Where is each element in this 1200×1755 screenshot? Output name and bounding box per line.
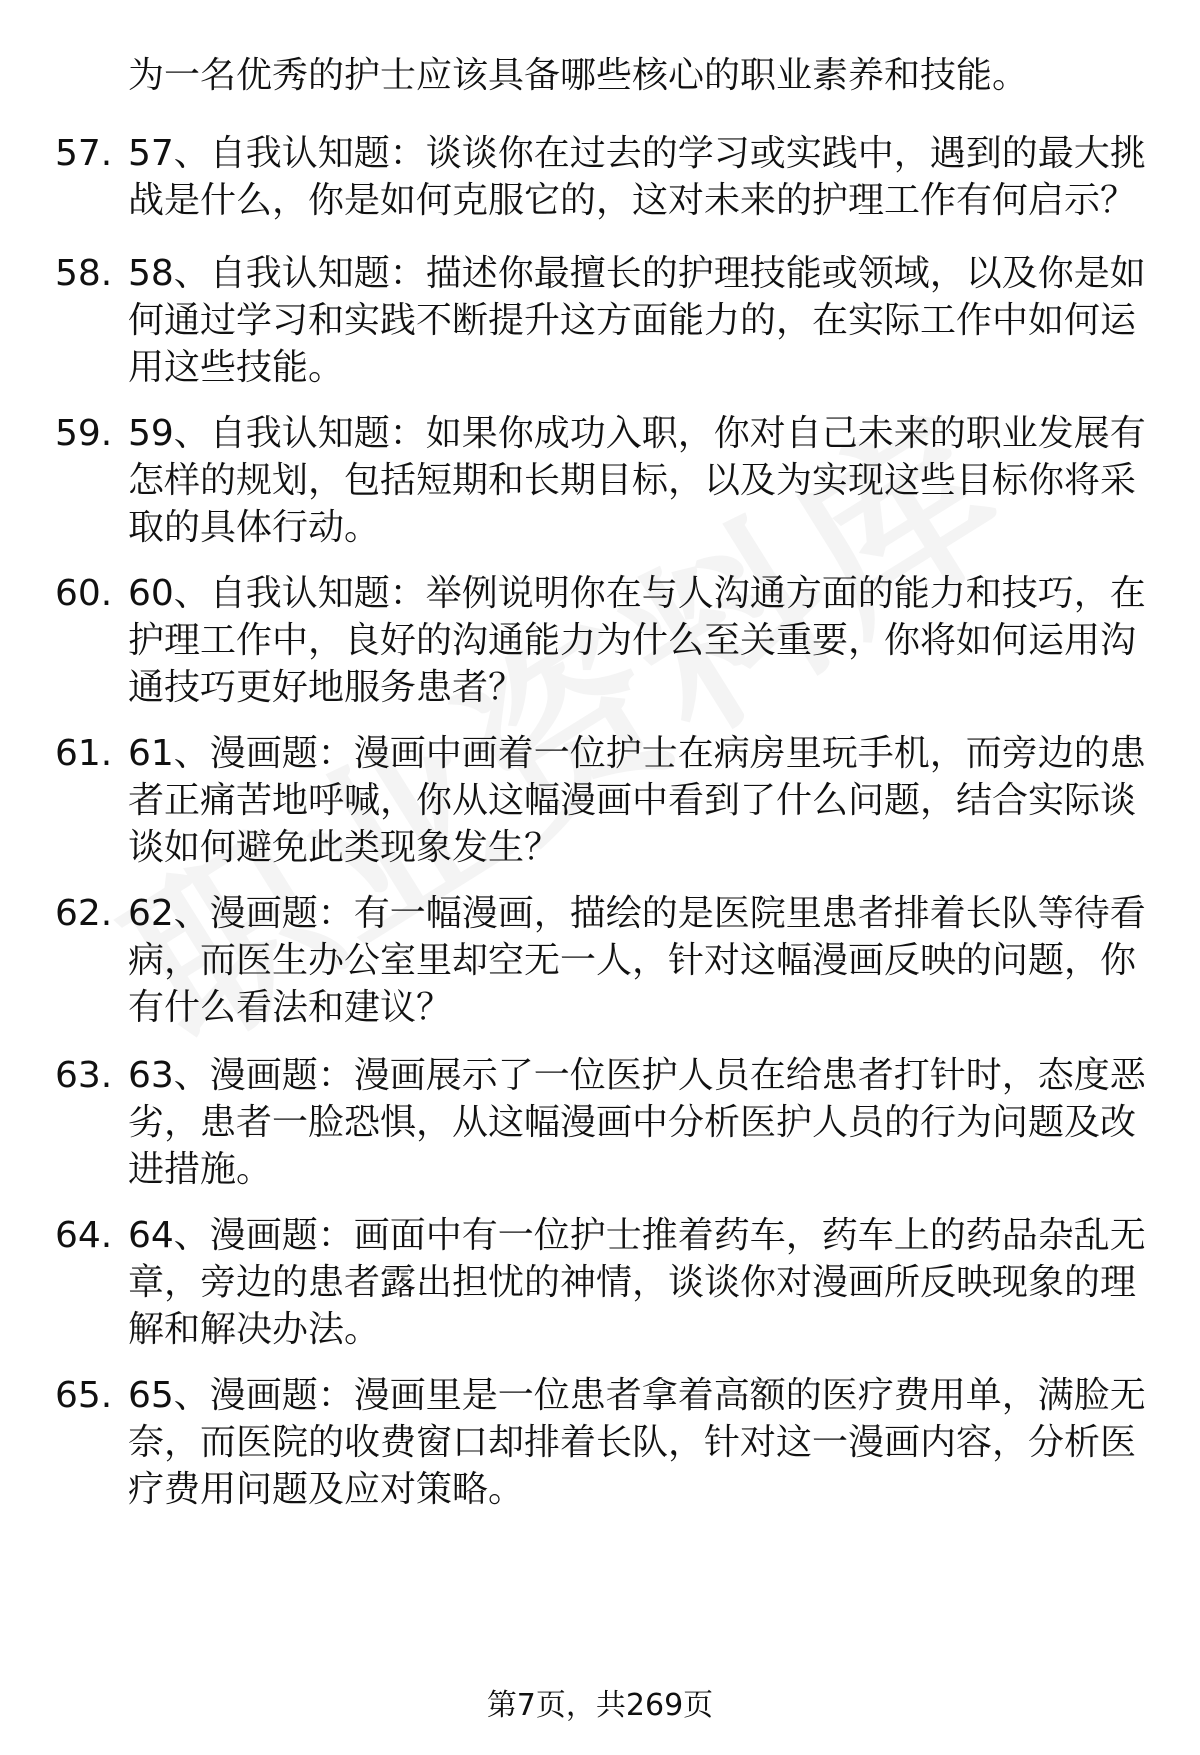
item-line: 59、自我认知题：如果你成功入职，你对自己未来的职业发展有 (128, 413, 1146, 454)
item-number: 59. (55, 413, 113, 454)
item-line: 进措施。 (128, 1149, 273, 1190)
item-line: 病，而医生办公室里却空无一人，针对这幅漫画反映的问题，你 (128, 940, 1137, 981)
item-line: 怎样的规划，包括短期和长期目标，以及为实现这些目标你将采 (128, 460, 1137, 501)
item-text (128, 410, 1163, 551)
item-line: 疗费用问题及应对策略。 (128, 1469, 525, 1510)
item-line: 62、漫画题：有一幅漫画，描绘的是医院里患者排着长队等待看 (128, 893, 1146, 934)
item-text (128, 890, 1163, 1031)
item-line: 取的具体行动。 (128, 507, 381, 548)
item-number: 65. (55, 1375, 113, 1416)
carry-over-line: 为一名优秀的护士应该具备哪些核心的职业素养和技能。 (128, 55, 1029, 96)
item-line: 何通过学习和实践不断提升这方面能力的，在实际工作中如何运 (128, 300, 1137, 341)
item-number: 57. (55, 133, 113, 174)
item-line: 63、漫画题：漫画展示了一位医护人员在给患者打针时，态度恶 (128, 1055, 1146, 1096)
item-line: 者正痛苦地呼喊，你从这幅漫画中看到了什么问题，结合实际谈 (128, 780, 1137, 821)
item-text (128, 250, 1163, 391)
item-text (128, 1212, 1163, 1353)
item-line: 章，旁边的患者露出担忧的神情，谈谈你对漫画所反映现象的理 (128, 1262, 1137, 1303)
item-text (128, 130, 1163, 224)
item-line: 用这些技能。 (128, 347, 345, 388)
item-line: 65、漫画题：漫画里是一位患者拿着高额的医疗费用单，满脸无 (128, 1375, 1146, 1416)
item-line: 58、自我认知题：描述你最擅长的护理技能或领域，以及你是如 (128, 253, 1146, 294)
item-line: 通技巧更好地服务患者？ (128, 667, 525, 708)
item-number: 60. (55, 573, 113, 614)
item-number: 61. (55, 733, 113, 774)
item-line: 奈，而医院的收费窗口却排着长队，针对这一漫画内容，分析医 (128, 1422, 1137, 1463)
item-number: 63. (55, 1055, 113, 1096)
item-line: 战是什么，你是如何克服它的，这对未来的护理工作有何启示？ (128, 180, 1137, 221)
item-line: 劣，患者一脸恐惧，从这幅漫画中分析医护人员的行为问题及改 (128, 1102, 1137, 1143)
item-line: 解和解决办法。 (128, 1309, 381, 1350)
item-line: 57、自我认知题：谈谈你在过去的学习或实践中，遇到的最大挑 (128, 133, 1146, 174)
item-number: 62. (55, 893, 113, 934)
item-number: 58. (55, 253, 113, 294)
item-line: 护理工作中，良好的沟通能力为什么至关重要，你将如何运用沟 (128, 620, 1137, 661)
item-line: 有什么看法和建议？ (128, 987, 453, 1028)
page-footer: 第7页，共269页 (486, 1688, 714, 1723)
item-line: 64、漫画题：画面中有一位护士推着药车，药车上的药品杂乱无 (128, 1215, 1146, 1256)
item-line: 60、自我认知题：举例说明你在与人沟通方面的能力和技巧，在 (128, 573, 1146, 614)
item-line: 谈如何避免此类现象发生？ (128, 827, 561, 868)
item-text (128, 730, 1163, 871)
item-text (128, 1052, 1163, 1193)
item-text (128, 570, 1163, 711)
item-line: 61、漫画题：漫画中画着一位护士在病房里玩手机，而旁边的患 (128, 733, 1146, 774)
item-number: 64. (55, 1215, 113, 1256)
item-text (128, 1372, 1163, 1513)
